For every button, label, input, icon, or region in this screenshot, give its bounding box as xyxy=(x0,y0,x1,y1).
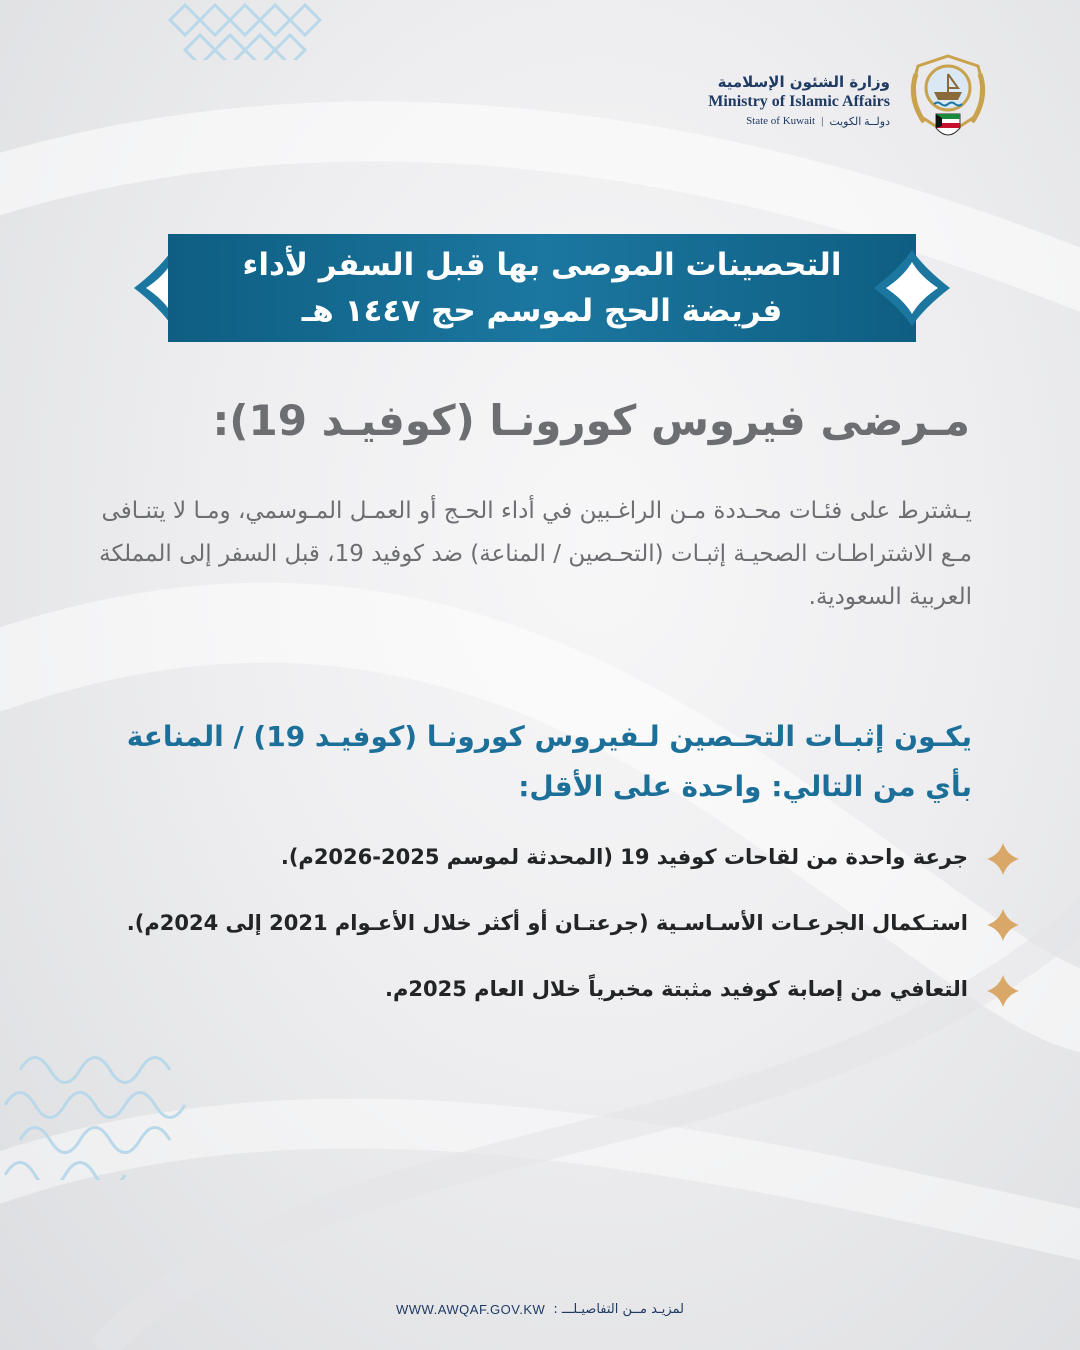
bullet-text: جرعة واحدة من لقاحات كوفيد 19 (المحدثة لموسم 2025-2026م). xyxy=(280,845,968,869)
diamond-bullet-icon xyxy=(986,842,1020,876)
proof-subheading: يكـون إثبـات التحـصين لـفيروس كورونـا (كوفيـد 19) / المناعة بأي من التالي: واحدة على الأقل: xyxy=(126,720,972,803)
list-item xyxy=(120,970,1020,1008)
ministry-name-english: Ministry of Islamic Affairs xyxy=(708,92,890,110)
state-name-english: State of Kuwait xyxy=(746,114,816,127)
top-lattice-pattern xyxy=(160,0,350,60)
banner-right-ornament xyxy=(872,248,952,328)
bottom-lattice-pattern xyxy=(0,1030,230,1180)
section-title: مـرضى فيروس كورونـا (كوفيـد 19): xyxy=(212,396,970,445)
state-separator: | xyxy=(821,114,824,127)
list-item xyxy=(120,838,1020,876)
website-link[interactable]: WWW.AWQAF.GOV.KW xyxy=(396,1302,546,1317)
kuwait-emblem-icon xyxy=(906,52,990,148)
bullet-list xyxy=(120,838,1020,1036)
bullet-text: التعافي من إصابة كوفيد مثبتة مخبرياً خلال العام 2025م. xyxy=(385,977,968,1001)
state-line xyxy=(708,115,890,128)
ministry-header xyxy=(708,52,990,148)
footer xyxy=(0,1302,1080,1317)
list-item xyxy=(120,904,1020,942)
footer-label: لمزيـد مــن التفاصيـلـــ : xyxy=(553,1302,684,1317)
banner-title-line2: فريضة الحج لموسم حج ١٤٤٧ هـ xyxy=(301,293,783,329)
diamond-bullet-icon xyxy=(986,908,1020,942)
bullet-text: استـكمال الجرعـات الأسـاسـية (جرعتـان أو أكثر خلال الأعـوام 2021 إلى 2024م). xyxy=(126,911,968,935)
state-name-arabic: دولــة الكويت xyxy=(829,115,890,128)
banner-title-line1: التحصينات الموصى بها قبل السفر لأداء xyxy=(242,247,842,283)
title-banner xyxy=(168,234,916,342)
diamond-bullet-icon xyxy=(986,974,1020,1008)
requirement-paragraph: يـشترط على فئـات محـددة مـن الراغـبين في أداء الحـج أو العمـل المـوسمي، ومـا لا يتنـافى مـع الاشتراطـات الصحيـة إثبـات (التحـصين / المناعة) ضد كوفيد 19، قبل السفر إلى المملكة العربية السعودية. xyxy=(99,498,972,610)
ministry-name-arabic: وزارة الشئون الإسلامية xyxy=(717,72,890,91)
ministry-name-block xyxy=(708,73,890,128)
